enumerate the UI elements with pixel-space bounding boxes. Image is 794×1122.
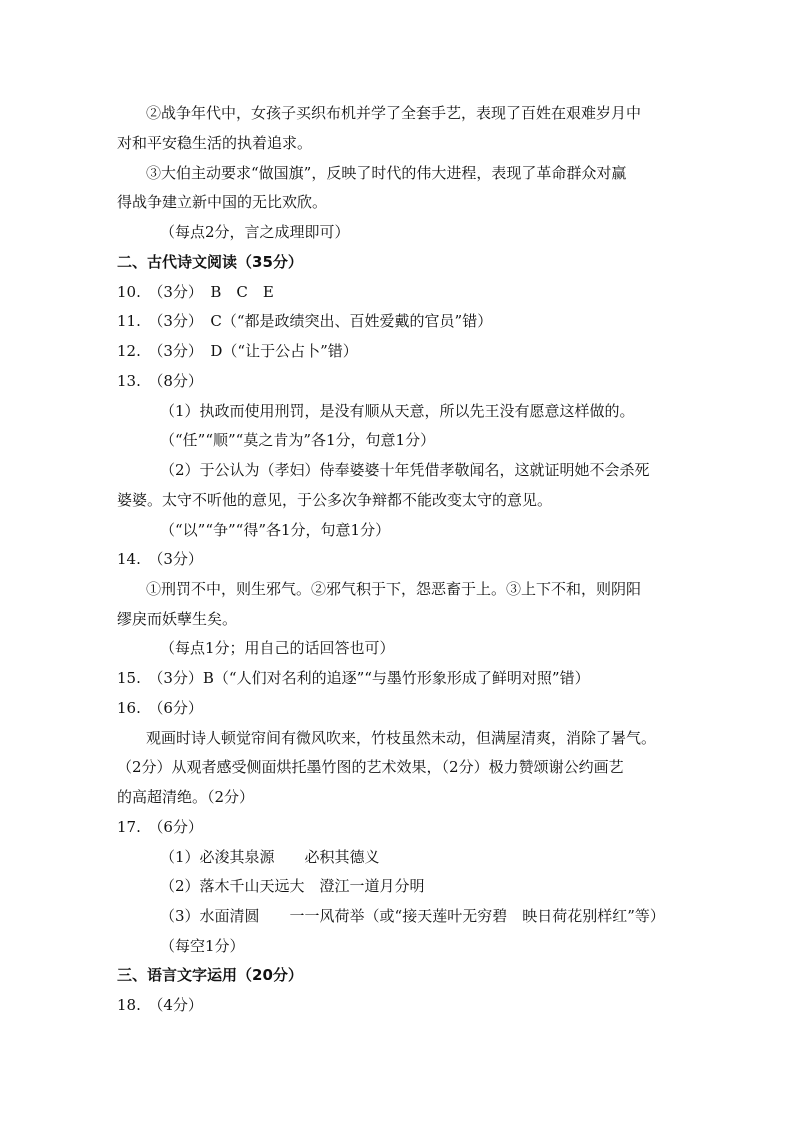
question-item: 18. （4分）: [117, 996, 203, 1014]
question-item: 12. （3分） D（“让于公占卜”错）: [117, 342, 358, 360]
scoring-note: （每空1分）: [160, 937, 245, 955]
answer-line: ①刑罚不中，则生邪气。②邪气积于下，怨恶畜于上。③上下不和，则阴阳: [146, 580, 642, 598]
answer-line: （1）执政而使用刑罚，是没有顺从天意，所以先王没有愿意这样做的。: [160, 402, 635, 420]
question-item: 10. （3分） B C E: [117, 283, 274, 301]
answer-line: （2）落木千山天远大 澄江一道月分明: [160, 877, 425, 895]
question-item: 13. （8分）: [117, 372, 203, 390]
scoring-note: （每点1分；用自己的话回答也可）: [160, 639, 395, 657]
answer-line: 得战争建立新中国的无比欢欣。: [117, 193, 328, 211]
answer-line: ③大伯主动要求“做国旗”，反映了时代的伟大进程，表现了革命群众对赢: [146, 164, 627, 182]
scoring-note: （“以”“争”“得”各1分，句意1分）: [160, 521, 391, 539]
scoring-note: （每点2分，言之成理即可）: [160, 223, 350, 241]
section-heading: 三、语言文字运用（20分）: [117, 966, 303, 984]
question-item: 15. （3分）B（“人们对名利的追逐”“与墨竹形象形成了鲜明对照”错）: [117, 669, 590, 687]
answer-line: （1）必浚其泉源 必积其德义: [160, 848, 380, 866]
answer-line: （2）于公认为（孝妇）侍奉婆婆十年凭借孝敬闻名，这就证明她不会杀死: [160, 461, 650, 479]
answer-line: 对和平安稳生活的执着追求。: [117, 134, 313, 152]
answer-line: （3）水面清圆 一一风荷举（或“接天莲叶无穷碧 映日荷花别样红”等）: [160, 907, 665, 925]
question-item: 14. （3分）: [117, 550, 203, 568]
answer-line: ②战争年代中，女孩子买织布机并学了全套手艺，表现了百姓在艰难岁月中: [146, 104, 642, 122]
scoring-note: （“任”“顺”“莫之肯为”各1分，句意1分）: [160, 431, 436, 449]
answer-line: 婆婆。太守不听他的意见，于公多次争辩都不能改变太守的意见。: [117, 491, 553, 509]
question-item: 11. （3分） C（“都是政绩突出、百姓爱戴的官员”错）: [117, 312, 493, 330]
section-heading: 二、古代诗文阅读（35分）: [117, 253, 303, 271]
answer-line: 观画时诗人顿觉帘间有微风吹来，竹枝虽然未动，但满屋清爽，消除了暑气。: [146, 729, 657, 747]
question-item: 16. （6分）: [117, 699, 203, 717]
question-item: 17. （6分）: [117, 818, 203, 836]
answer-line: 的高超清绝。（2分）: [117, 788, 255, 806]
answer-line: （2分）从观者感受侧面烘托墨竹图的艺术效果，（2分）极力赞颂谢公约画艺: [117, 758, 624, 776]
answer-line: 缪戾而妖孽生矣。: [117, 610, 238, 628]
